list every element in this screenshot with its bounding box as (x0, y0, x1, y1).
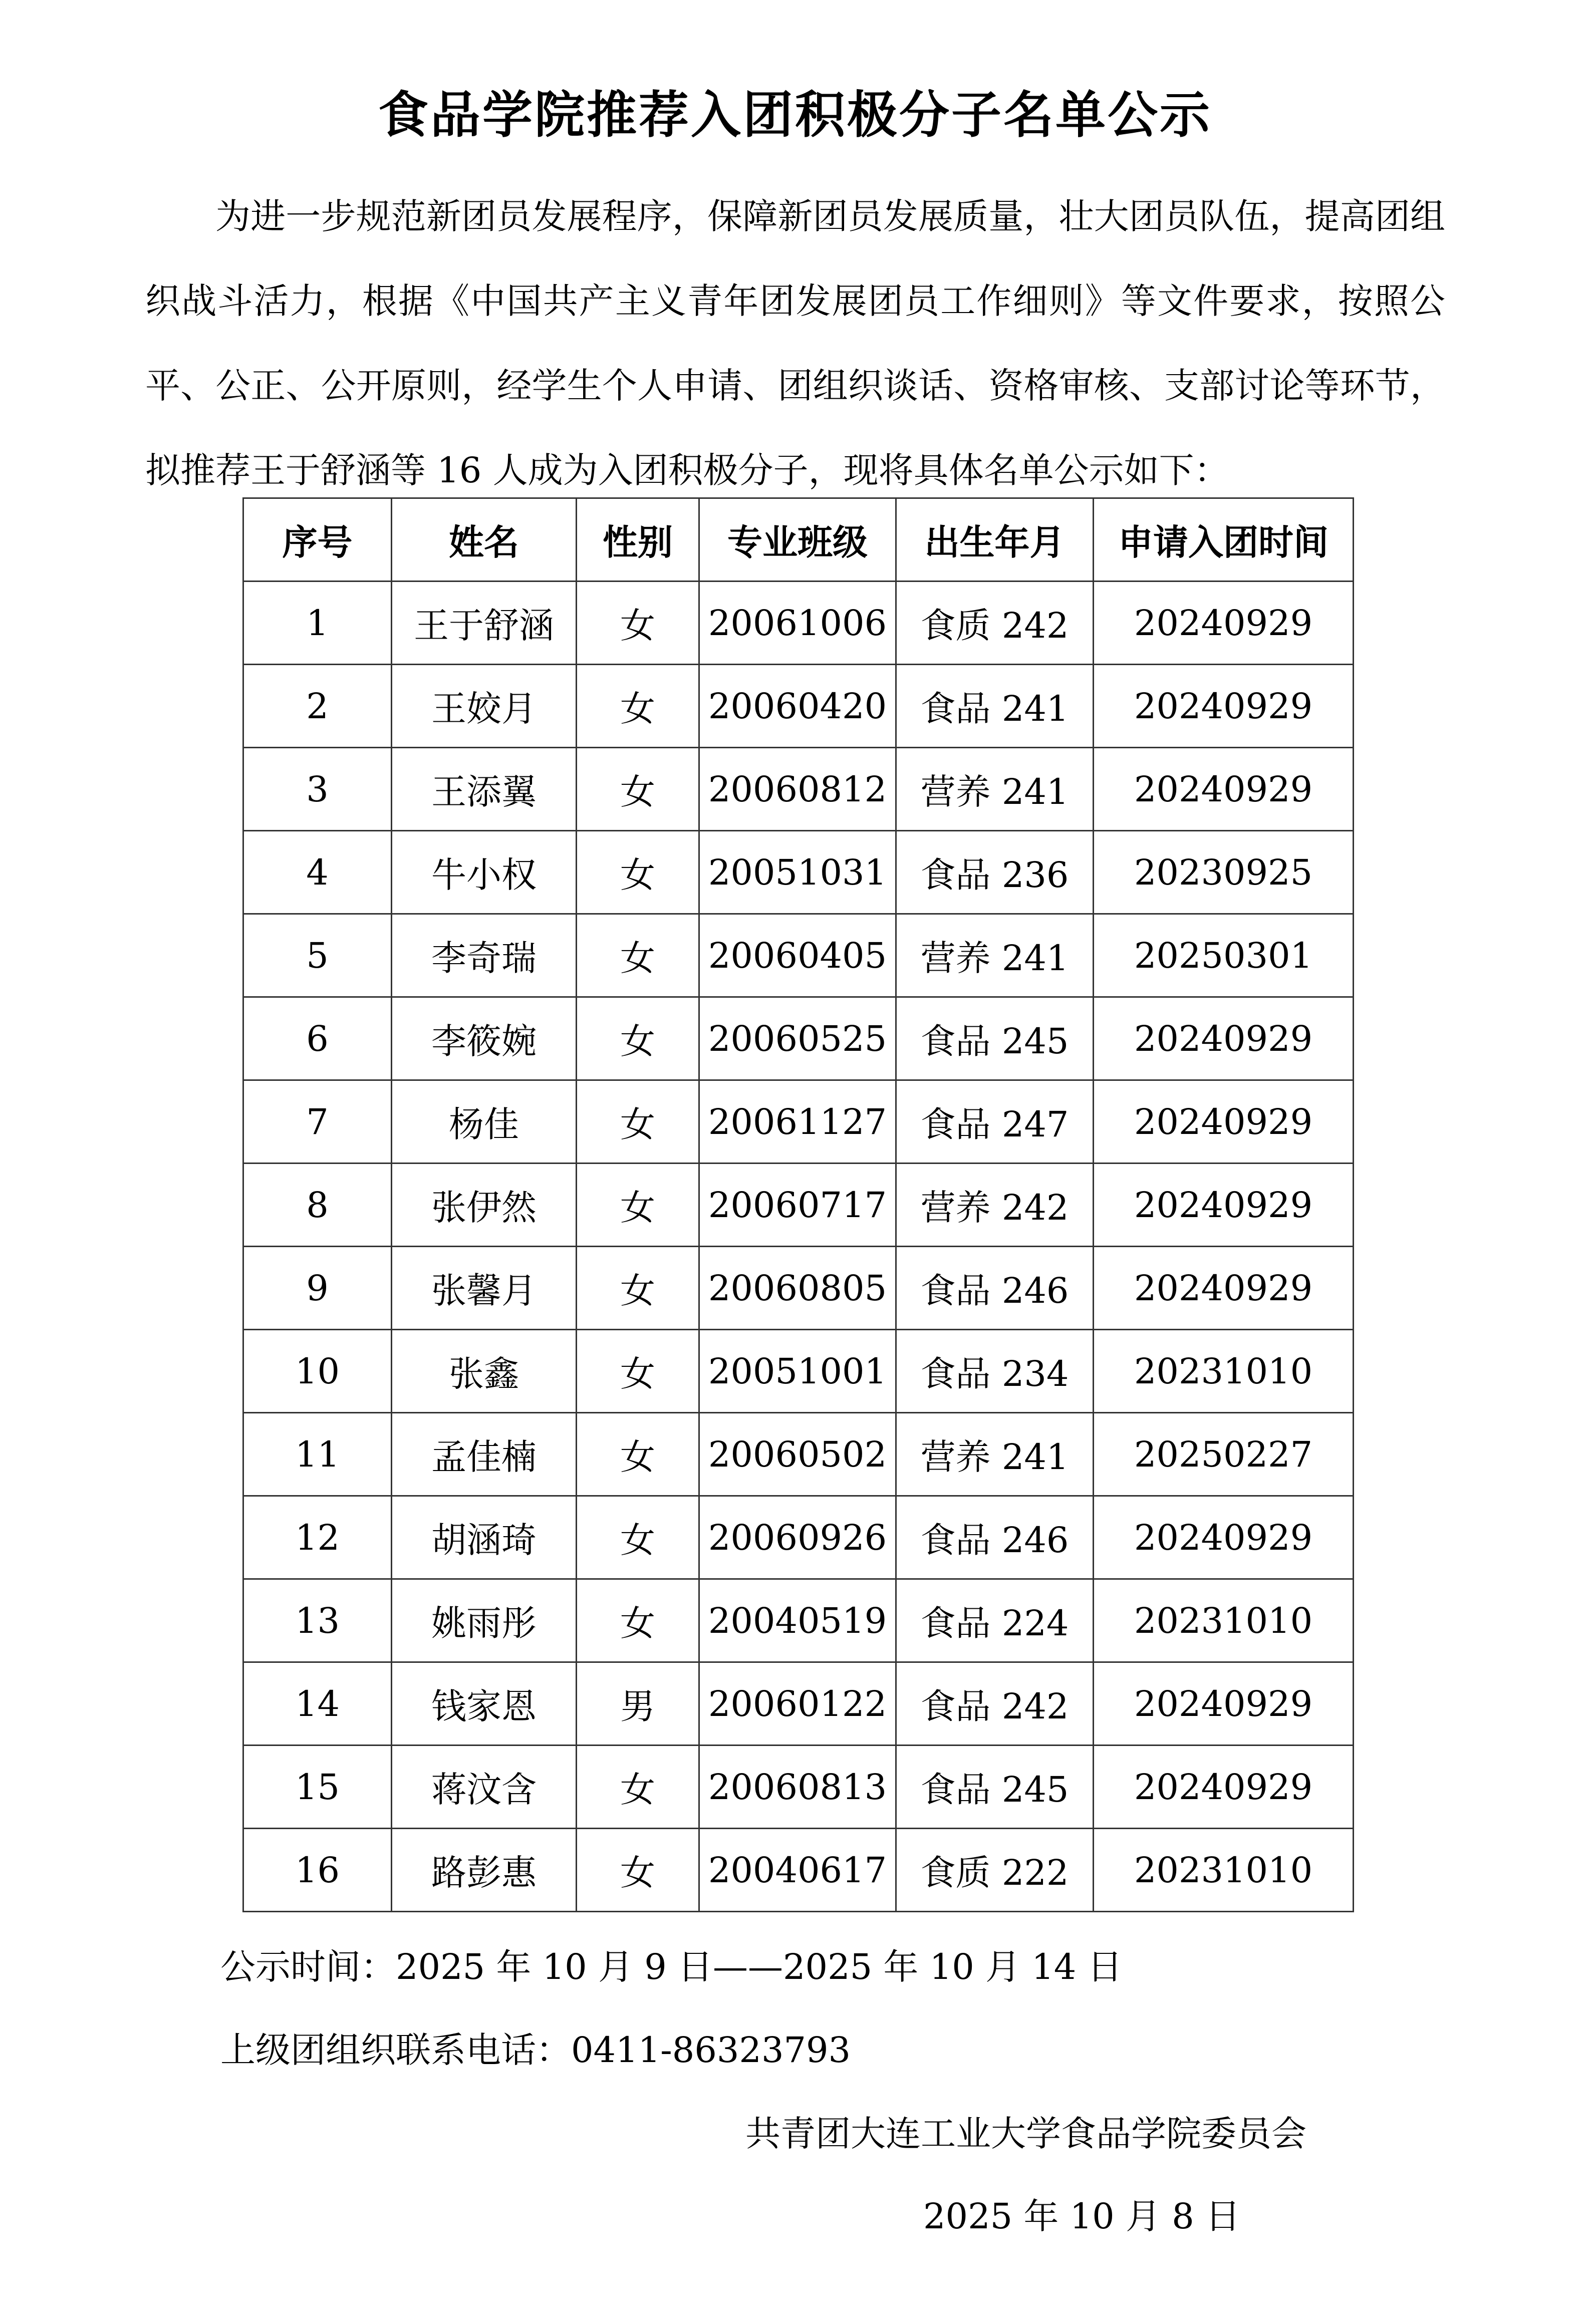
cell-index: 1 (243, 582, 392, 665)
cell-apply-date: 20240929 (1094, 1496, 1354, 1579)
cell-class: 20060405 (699, 914, 896, 997)
cell-birth: 食品 242 (896, 1662, 1094, 1746)
table-row (243, 1579, 1354, 1662)
cell-name: 张伊然 (392, 1164, 577, 1247)
table-row (243, 914, 1354, 997)
cell-birth: 食品 236 (896, 831, 1094, 914)
cell-name: 张馨月 (392, 1247, 577, 1330)
cell-gender: 女 (577, 1579, 699, 1662)
cell-apply-date: 20231010 (1094, 1829, 1354, 1912)
table-row (243, 831, 1354, 914)
cell-name: 王姣月 (392, 665, 577, 748)
table-header-row (243, 498, 1354, 582)
cell-name: 胡涵琦 (392, 1496, 577, 1579)
cell-birth: 食质 222 (896, 1829, 1094, 1912)
cell-birth: 食品 234 (896, 1330, 1094, 1413)
cell-index: 10 (243, 1330, 392, 1413)
cell-index: 9 (243, 1247, 392, 1330)
cell-gender: 女 (577, 997, 699, 1080)
cell-gender: 女 (577, 1496, 699, 1579)
cell-index: 7 (243, 1080, 392, 1164)
table-row (243, 1164, 1354, 1247)
table-row (243, 748, 1354, 831)
cell-index: 14 (243, 1662, 392, 1746)
cell-class: 20051001 (699, 1330, 896, 1413)
cell-class: 20060926 (699, 1496, 896, 1579)
cell-apply-date: 20240929 (1094, 748, 1354, 831)
cell-name: 张鑫 (392, 1330, 577, 1413)
cell-apply-date: 20240929 (1094, 1746, 1354, 1829)
cell-class: 20051031 (699, 831, 896, 914)
cell-class: 20061127 (699, 1080, 896, 1164)
cell-apply-date: 20240929 (1094, 997, 1354, 1080)
table-row (243, 665, 1354, 748)
signature: 共青团大连工业大学食品学院委员会 (745, 2113, 1306, 2154)
cell-class: 20060122 (699, 1662, 896, 1746)
cell-name: 孟佳楠 (392, 1413, 577, 1496)
cell-apply-date: 20240929 (1094, 1080, 1354, 1164)
cell-class: 20060805 (699, 1247, 896, 1330)
cell-birth: 营养 241 (896, 1413, 1094, 1496)
cell-class: 20060420 (699, 665, 896, 748)
cell-gender: 女 (577, 748, 699, 831)
cell-index: 13 (243, 1579, 392, 1662)
cell-class: 20060812 (699, 748, 896, 831)
cell-gender: 女 (577, 665, 699, 748)
cell-birth: 食品 224 (896, 1579, 1094, 1662)
table-row (243, 1330, 1354, 1413)
cell-gender: 女 (577, 1413, 699, 1496)
cell-index: 11 (243, 1413, 392, 1496)
intro-paragraph: 为进一步规范新团员发展程序，保障新团员发展质量，壮大团员队伍，提高团组织战斗活力，根据《中国共产主义青年团发展团员工作细则》等文件要求，按照公平、公正、公开原则，经学生个人申请、团组织谈话、资格审核、支部讨论等环节，拟推荐王于舒涵等 16 人成为入团积极分子，现将具体名单公示如下： (145, 196, 1445, 491)
cell-class: 20060813 (699, 1746, 896, 1829)
cell-birth: 营养 241 (896, 914, 1094, 997)
cell-name: 杨佳 (392, 1080, 577, 1164)
table-row (243, 997, 1354, 1080)
cell-name: 蒋汶含 (392, 1746, 577, 1829)
cell-gender: 女 (577, 1164, 699, 1247)
cell-index: 4 (243, 831, 392, 914)
cell-name: 牛小权 (392, 831, 577, 914)
cell-class: 20060525 (699, 997, 896, 1080)
cell-apply-date: 20230925 (1094, 831, 1354, 914)
table-row (243, 1829, 1354, 1912)
document-date: 2025 年 10 月 8 日 (923, 2196, 1241, 2237)
cell-class: 20040519 (699, 1579, 896, 1662)
cell-class: 20040617 (699, 1829, 896, 1912)
cell-index: 8 (243, 1164, 392, 1247)
cell-gender: 女 (577, 1247, 699, 1330)
cell-birth: 营养 242 (896, 1164, 1094, 1247)
cell-birth: 食质 242 (896, 582, 1094, 665)
cell-apply-date: 20231010 (1094, 1330, 1354, 1413)
cell-apply-date: 20240929 (1094, 582, 1354, 665)
header-class: 专业班级 (699, 498, 896, 582)
header-birth: 出生年月 (896, 498, 1094, 582)
table-row (243, 1247, 1354, 1330)
cell-name: 王于舒涵 (392, 582, 577, 665)
cell-index: 16 (243, 1829, 392, 1912)
cell-birth: 食品 241 (896, 665, 1094, 748)
cell-apply-date: 20240929 (1094, 665, 1354, 748)
contact-phone: 上级团组织联系电话：0411-86323793 (220, 2029, 851, 2071)
cell-name: 钱家恩 (392, 1662, 577, 1746)
cell-index: 2 (243, 665, 392, 748)
cell-birth: 食品 246 (896, 1496, 1094, 1579)
cell-class: 20061006 (699, 582, 896, 665)
cell-gender: 男 (577, 1662, 699, 1746)
table-row (243, 1662, 1354, 1746)
cell-gender: 女 (577, 914, 699, 997)
cell-name: 王添翼 (392, 748, 577, 831)
cell-class: 20060502 (699, 1413, 896, 1496)
cell-index: 12 (243, 1496, 392, 1579)
cell-apply-date: 20240929 (1094, 1662, 1354, 1746)
cell-birth: 营养 241 (896, 748, 1094, 831)
cell-name: 姚雨彤 (392, 1579, 577, 1662)
cell-birth: 食品 246 (896, 1247, 1094, 1330)
cell-gender: 女 (577, 1080, 699, 1164)
header-index: 序号 (243, 498, 392, 582)
header-apply-date: 申请入团时间 (1094, 498, 1354, 582)
publicity-period: 公示时间：2025 年 10 月 9 日——2025 年 10 月 14 日 (220, 1946, 1123, 1987)
cell-name: 李筱婉 (392, 997, 577, 1080)
cell-birth: 食品 245 (896, 997, 1094, 1080)
cell-class: 20060717 (699, 1164, 896, 1247)
cell-index: 6 (243, 997, 392, 1080)
cell-index: 5 (243, 914, 392, 997)
cell-apply-date: 20250301 (1094, 914, 1354, 997)
table-row (243, 582, 1354, 665)
cell-birth: 食品 247 (896, 1080, 1094, 1164)
cell-gender: 女 (577, 1746, 699, 1829)
header-name: 姓名 (392, 498, 577, 582)
cell-gender: 女 (577, 582, 699, 665)
cell-birth: 食品 245 (896, 1746, 1094, 1829)
cell-name: 李奇瑞 (392, 914, 577, 997)
cell-apply-date: 20240929 (1094, 1247, 1354, 1330)
header-gender: 性别 (577, 498, 699, 582)
cell-index: 3 (243, 748, 392, 831)
cell-index: 15 (243, 1746, 392, 1829)
cell-gender: 女 (577, 1829, 699, 1912)
cell-apply-date: 20240929 (1094, 1164, 1354, 1247)
table-body (243, 582, 1354, 1912)
cell-name: 路彭惠 (392, 1829, 577, 1912)
table-row (243, 1413, 1354, 1496)
table-row (243, 1746, 1354, 1829)
table-row (243, 1496, 1354, 1579)
cell-apply-date: 20231010 (1094, 1579, 1354, 1662)
cell-gender: 女 (577, 831, 699, 914)
roster-table (242, 497, 1354, 1912)
cell-gender: 女 (577, 1330, 699, 1413)
table-row (243, 1080, 1354, 1164)
cell-apply-date: 20250227 (1094, 1413, 1354, 1496)
page-title: 食品学院推荐入团积极分子名单公示 (378, 86, 1212, 144)
